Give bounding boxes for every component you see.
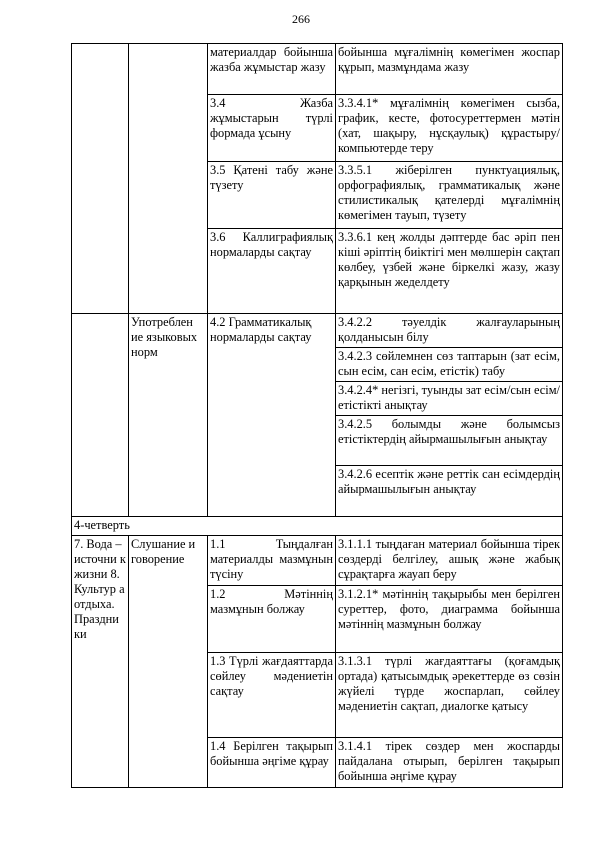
- goal-cell: 3.5 Қатені табу және түзету: [208, 162, 336, 229]
- goal-cell: 3.6 Каллиграфиялық нормаларды сақтау: [208, 229, 336, 314]
- skill-cell: Употреблен ие языковых норм: [129, 314, 208, 517]
- objective-cell: бойынша мұғалімнің көмегімен жоспар құрып, мазмұндама жазу: [336, 44, 563, 95]
- goal-cell: 1.4 Берілген тақырып бойынша әңгіме құрау: [208, 738, 336, 788]
- objective-cell: 3.4.2.5 болымды және болымсыз етістіктердің айырмашылығын анықтау: [336, 416, 563, 466]
- empty-theme-cell: [72, 314, 129, 517]
- goal-cell: 1.2 Мәтіннің мазмұнын болжау: [208, 586, 336, 653]
- objective-cell: 3.4.2.2 тәуелдік жалғауларының қолданысын білу: [336, 314, 563, 348]
- quarter-label: 4-четверть: [72, 517, 563, 536]
- objective-cell: 3.3.5.1 жіберілген пунктуациялық, орфографиялық, грамматикалық және стилистикалық қателерді мұғалімнің көмегімен тауып, түзету: [336, 162, 563, 229]
- goal-cell: 3.4 Жазба жұмыстарын түрлі формада ұсыну: [208, 95, 336, 162]
- empty-theme-cell: [72, 44, 129, 314]
- quarter-header-row: [72, 517, 563, 536]
- goal-cell: 1.1 Тыңдалған материалды мазмұнын түсіну: [208, 536, 336, 586]
- objective-cell: 3.4.2.3 сөйлемнен сөз таптарын (зат есім, сын есім, сан есім, етістік) табу: [336, 348, 563, 382]
- table-row: [72, 314, 563, 348]
- objective-cell: 3.1.3.1 түрлі жағдаяттағы (қоғамдық ортада) қатысымдық әрекеттерде өз сөзін жүйелі түрде жоспарлап, сөйлеу мәдениетін сақтап, диалогке қатысу: [336, 653, 563, 738]
- objective-cell: 3.1.2.1* мәтіннің тақырыбы мен берілген суреттер, фото, диаграмма бойынша мәтіннің мазмұнын болжау: [336, 586, 563, 653]
- objective-cell: 3.4.2.6 есептік және реттік сан есімдердің айырмашылығын анықтау: [336, 466, 563, 517]
- objective-cell: 3.1.1.1 тыңдаған материал бойынша тірек сөздерді белгілеу, ашық және жабық сұрақтарға жауап беру: [336, 536, 563, 586]
- curriculum-table: [71, 43, 563, 788]
- objective-cell: 3.1.4.1 тірек сөздер мен жоспарды пайдалана отырып, берілген тақырып бойынша әңгіме құрау: [336, 738, 563, 788]
- goal-cell: 4.2 Грамматикалық нормаларды сақтау: [208, 314, 336, 517]
- objective-cell: 3.3.4.1* мұғалімнің көмегімен сызба, график, кесте, фотосуреттермен мәтін (хат, шақыру, нұсқаулық) құрастыру/ компьютерде теру: [336, 95, 563, 162]
- objective-cell: 3.3.6.1 кең жолды дәптерде бас әріп пен кіші әріптің биіктігі мен мөлшерін сақтап көлбеу, үзбей және біркелкі жазу, жазу қарқынын жеделдету: [336, 229, 563, 314]
- theme-cell: 7. Вода – источни к жизни 8. Культур а отдыха. Праздни ки: [72, 536, 129, 788]
- skill-cell: Слушание и говорение: [129, 536, 208, 788]
- goal-cell: 1.3 Түрлі жағдаяттарда сөйлеу мәдениетін сақтау: [208, 653, 336, 738]
- page-number: 266: [292, 12, 310, 26]
- objective-cell: 3.4.2.4* негізгі, туынды зат есім/сын есім/етістікті анықтау: [336, 382, 563, 416]
- goal-cell: материалдар бойынша жазба жұмыстар жазу: [208, 44, 336, 95]
- table-row: [72, 44, 563, 95]
- table-row: [72, 536, 563, 586]
- empty-skill-cell: [129, 44, 208, 314]
